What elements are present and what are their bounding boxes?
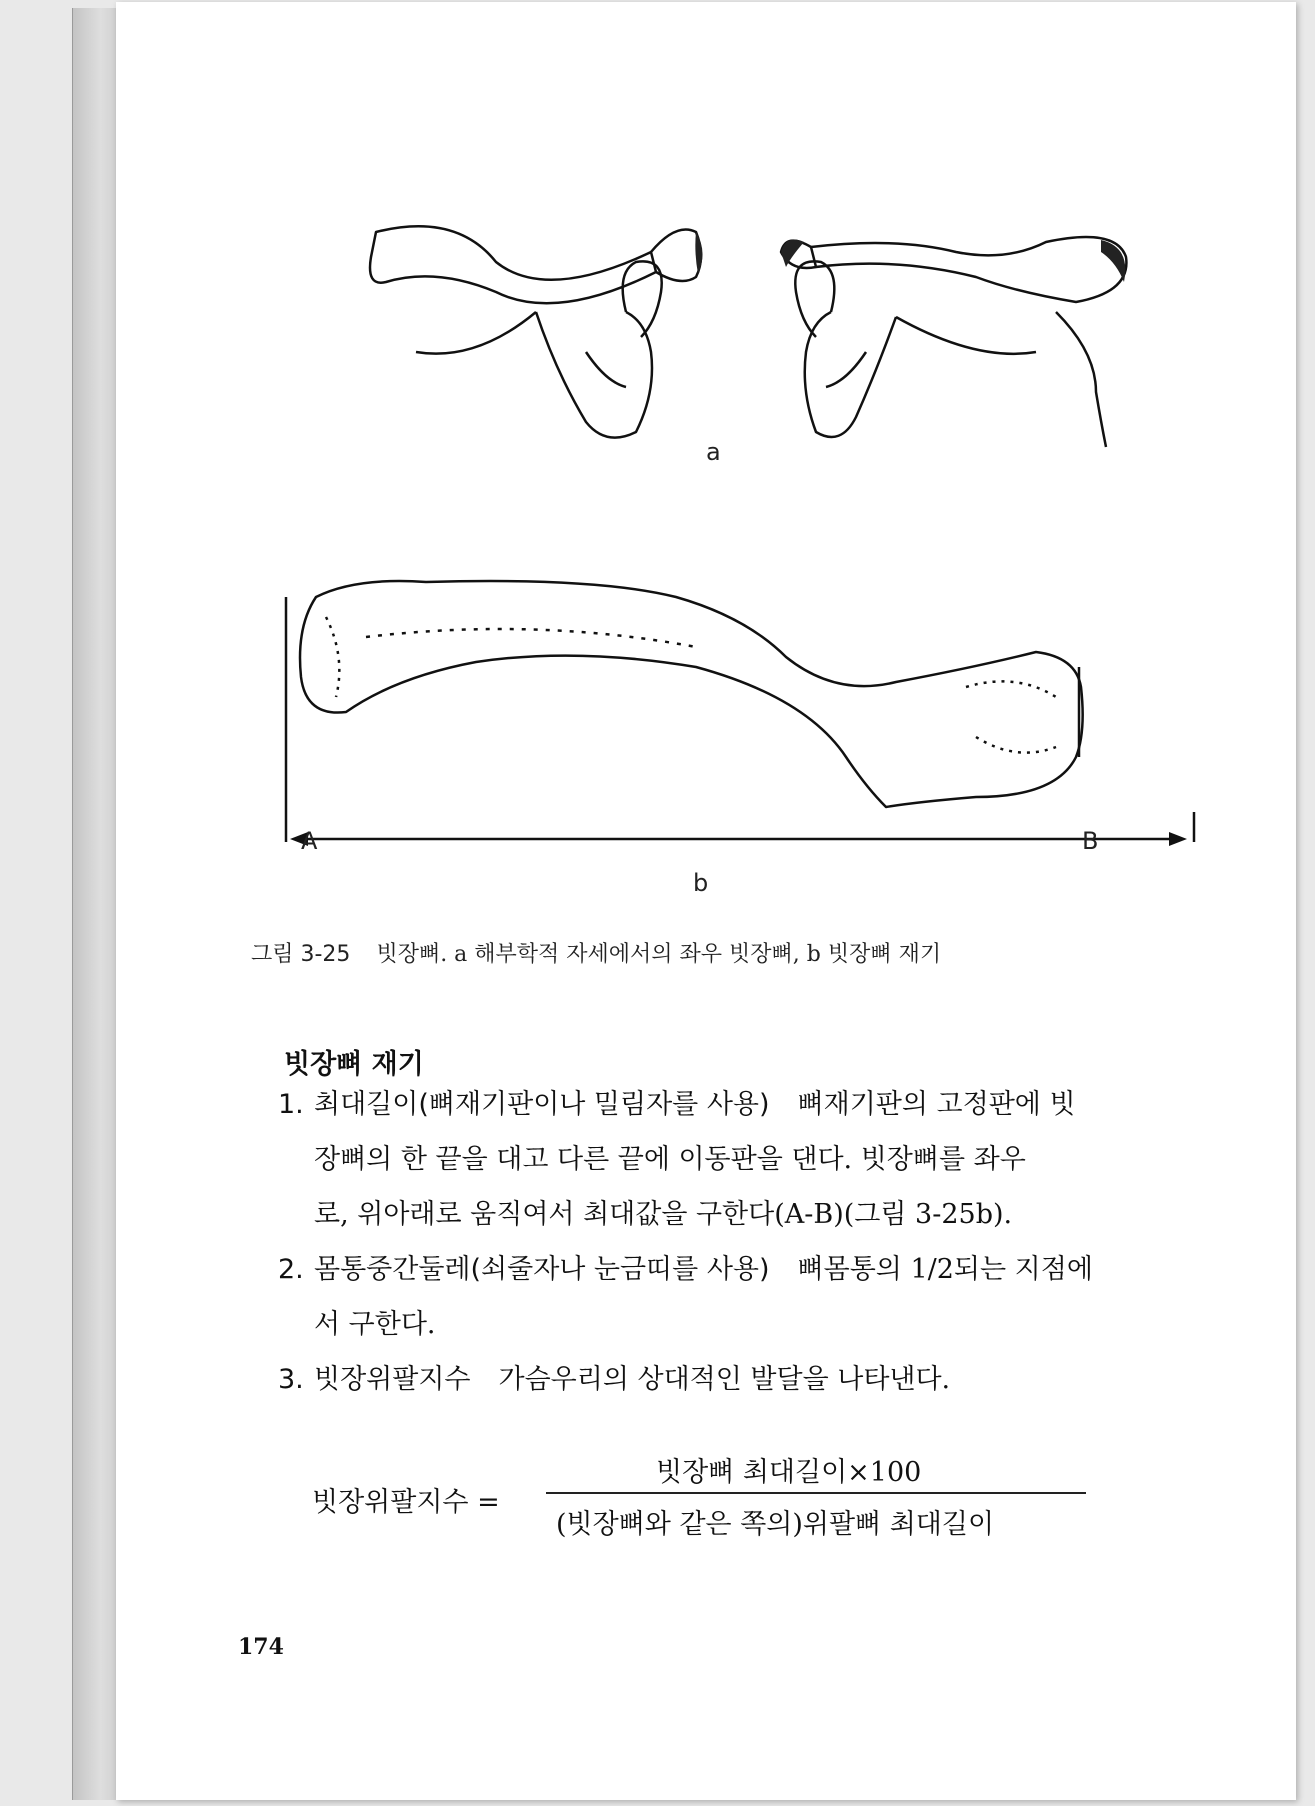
item-text: 가슴우리의 상대적인 발달을 나타낸다.: [498, 1364, 951, 1395]
figure-caption: [251, 937, 941, 968]
fraction-bar: [546, 1492, 1086, 1494]
point-a-label: A: [301, 827, 318, 855]
right-clavicle: [811, 237, 1126, 302]
formula-lhs: 빗장위팔지수 =: [312, 1487, 500, 1518]
section-title: 빗장뼈 재기: [284, 1049, 424, 1080]
item-text: 로, 위아래로 움직여서 최대값을 구한다(A-B)(그림 3-25b).: [314, 1199, 1013, 1230]
figure-a-label: a: [706, 438, 721, 466]
item-heading: 최대길이(뼈재기판이나 밀림자를 사용): [314, 1089, 770, 1120]
formula-denominator: (빗장뼈와 같은 쪽의)위팔뼈 최대길이: [556, 1509, 995, 1540]
caption-text: 빗장뼈. a 해부학적 자세에서의 좌우 빗장뼈, b 빗장뼈 재기: [376, 942, 942, 967]
item-number: 3.: [278, 1364, 304, 1395]
point-b-label: B: [1082, 827, 1099, 855]
list-item: [278, 1077, 1158, 1242]
item-number: 1.: [278, 1089, 304, 1120]
measurement-list: [278, 1077, 1158, 1407]
arrow-right: [1169, 832, 1187, 846]
item-text: 서 구한다.: [314, 1309, 436, 1340]
book-page: [116, 2, 1296, 1800]
right-hand: [805, 312, 896, 437]
page-number: 174: [238, 1634, 284, 1660]
item-heading: 몸통중간둘레(쇠줄자나 눈금띠를 사용): [314, 1254, 770, 1285]
item-number: 2.: [278, 1254, 304, 1285]
item-text: 뼈몸통의 1/2되는 지점에: [797, 1254, 1093, 1285]
list-item: [278, 1352, 1158, 1407]
formula-numerator: 빗장뼈 최대길이×100: [656, 1457, 922, 1488]
clavicle-outline: [300, 581, 1083, 807]
figure-a-illustration: [256, 212, 1176, 452]
left-hand: [536, 312, 652, 438]
item-heading: 빗장위팔지수: [314, 1364, 471, 1395]
caption-number: 그림 3-25: [251, 942, 351, 967]
item-text: 뼈재기판의 고정판에 빗: [797, 1089, 1076, 1120]
item-text: 장뼈의 한 끝을 대고 다른 끝에 이동판을 댄다. 빗장뼈를 좌우: [314, 1144, 1026, 1175]
book-spine: [72, 8, 119, 1800]
left-clavicle: [370, 226, 656, 303]
list-item: [278, 1242, 1158, 1352]
figure-b-label: b: [693, 869, 709, 897]
figure-b-illustration: [276, 557, 1216, 857]
